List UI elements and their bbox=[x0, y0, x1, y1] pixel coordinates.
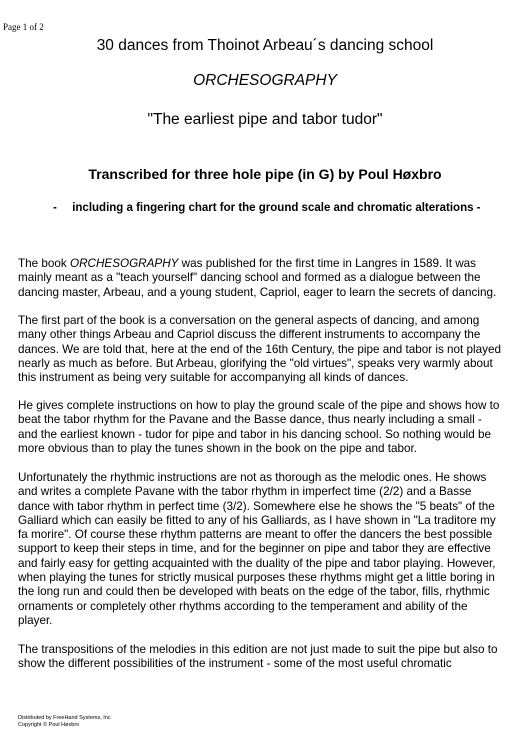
subtitle bbox=[53, 202, 481, 214]
paragraph-line: Galliard which can easily be fitted to any of his Galliards, as I have shown in "La traditore my bbox=[18, 513, 496, 527]
paragraph-line: dancing master, Arbeau, and a young student, Capriol, eager to learn the secrets of dancing. bbox=[18, 285, 497, 299]
paragraph-2 bbox=[18, 314, 528, 385]
paragraph-5 bbox=[18, 643, 528, 672]
paragraph-line: many other things Arbeau and Capriol discuss the different instruments to accompany the bbox=[18, 328, 481, 342]
paragraph-line: dance with tabor rhythm in perfect time (3/2). Somewhere else he shows the "5 beats" of the bbox=[18, 499, 495, 513]
paragraph-line: and the earliest known - tudor for pipe and tabor in his dancing school. So nothing would be bbox=[18, 427, 492, 441]
paragraph-line: He gives complete instructions on how to play the ground scale of the pipe and shows how to bbox=[18, 399, 500, 412]
paragraph-1 bbox=[18, 257, 528, 300]
paragraph-line: player. bbox=[18, 613, 53, 627]
paragraph-line: the long run and could then be developed with beats on the edge of the tabor, fills, rhythmic bbox=[18, 585, 490, 599]
footer-copyright: Copyright © Poul Høxbro bbox=[18, 722, 80, 728]
paragraph-line: this instrument as being very suitable for accompanying all kinds of dances. bbox=[18, 371, 409, 385]
paragraph-line: ornaments or completely other rhythms according to the temperament and ability of the bbox=[18, 599, 468, 613]
paragraph-line: more obvious than to play the tunes shown in the book on the pipe and tabor. bbox=[18, 441, 417, 455]
paragraph-line: dances. We are told that, here at the end of the 16th Century, the pipe and tabor is not played bbox=[18, 342, 501, 356]
footer-distributor: Distributed by FreeHand Systems, Inc bbox=[18, 715, 111, 721]
title-orchesography: ORCHESOGRAPHY bbox=[193, 72, 337, 89]
paragraph-4 bbox=[18, 471, 528, 628]
paragraph-line: mainly meant as a "teach yourself" dancing school and formed as a dialogue between the bbox=[18, 271, 481, 285]
title-quote: "The earliest pipe and tabor tudor" bbox=[147, 111, 383, 128]
text-run: The book bbox=[18, 257, 70, 270]
paragraph-line: beat the tabor rhythm for the Pavane and the Basse dance, thus nearly including a small - bbox=[18, 413, 482, 427]
paragraph-line: show the different possibilities of the instrument - some of the most useful chromatic bbox=[18, 657, 452, 671]
page-number: Page 1 of 2 bbox=[3, 22, 44, 32]
paragraph-line bbox=[18, 257, 528, 271]
paragraph-line: and fairly easy for getting acquainted with the duality of the pipe and tabor playing. However, bbox=[18, 556, 496, 570]
paragraph-line: when playing the tunes for strictly musical purposes these rhythms might get a little boring in bbox=[18, 571, 495, 585]
paragraph-line: The transpositions of the melodies in this edition are not just made to suit the pipe but also to bbox=[18, 643, 498, 656]
subtitle-text: including a fingering chart for the ground scale and chromatic alterations - bbox=[72, 202, 481, 214]
paragraph-line: and writes a complete Pavane with the tabor rhythm in imperfect time (2/2) and a Basse bbox=[18, 485, 472, 499]
paragraph-line: nearly as much as before. But Arbeau, glorifying the "old virtues", speaks very warmly about bbox=[18, 356, 493, 370]
paragraph-line: support to keep their steps in time, and for the beginner on pipe and tabor they are effective bbox=[18, 542, 491, 556]
transcription-heading: Transcribed for three hole pipe (in G) by Poul Høxbro bbox=[88, 166, 442, 182]
title-line-1: 30 dances from Thoinot Arbeau´s dancing school bbox=[96, 37, 434, 54]
paragraph-line: fa morire". Of course these rhythm patterns are meant to offer the dancers the best possible bbox=[18, 528, 493, 542]
text-run: was published for the first time in Langres in 1589. It was bbox=[178, 257, 476, 270]
paragraph-line: The first part of the book is a conversation on the general aspects of dancing, and among bbox=[18, 314, 480, 327]
paragraph-line: Unfortunately the rhythmic instructions are not as thorough as the melodic ones. He shows bbox=[18, 471, 487, 484]
book-title-italic: ORCHESOGRAPHY bbox=[69, 257, 179, 270]
subtitle-dash: - bbox=[53, 202, 57, 214]
paragraph-3 bbox=[18, 399, 528, 456]
